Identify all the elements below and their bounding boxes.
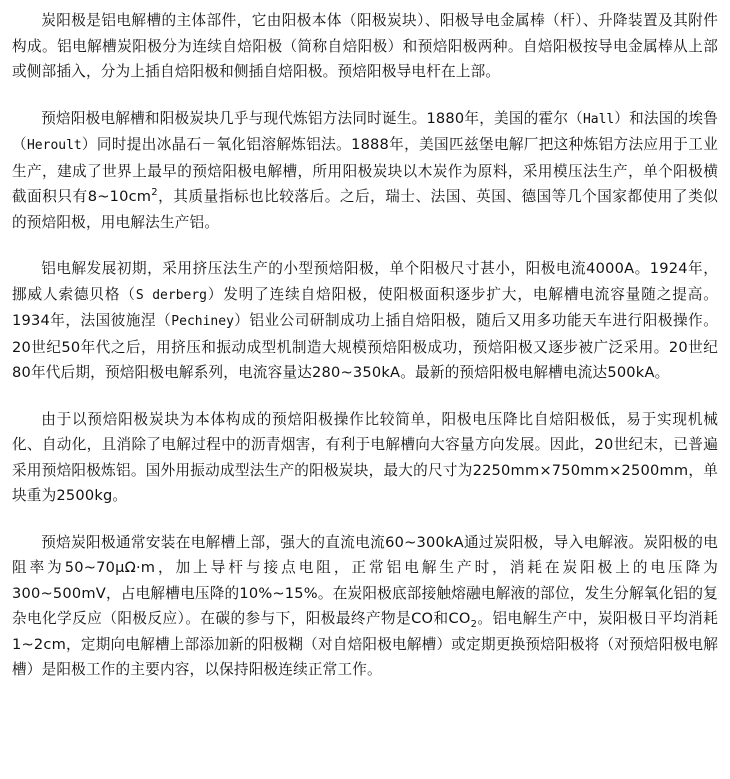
document-body: [12, 8, 718, 704]
text-run: ）发明了连续自焙阳极，使阳极面积逐步扩大，电解槽电流容量随之提高。1934年，法国彼施涅（: [12, 285, 718, 329]
text-run: ）铝业公司研制成功上插自焙阳极，随后又用多功能天车进行阳极操作。20世纪50年代之后，用挤压和振动成型机制造大规模预焙阳极成功，预焙阳极又逐步被广泛采用。20世纪80年代后期，预焙阳极电解系列，电流容量达280~350kA。最新的预焙阳极电解槽电流达500kA。: [12, 312, 718, 381]
name-heroult: Heroult: [26, 138, 82, 153]
text-run: 。铝电解生产中，炭阳极日平均消耗1~2cm，定期向电解槽上部添加新的阳极糊（对自焙阳极电解槽）或定期更换预焙阳极将（对预焙阳极电解槽）是阳极工作的主要内容，以保持阳极连续正常工作。: [12, 610, 718, 678]
text-run: ）同时提出冰晶石－氧化铝溶解炼铝法。1888年，美国匹兹堡电解厂把这种炼铝方法应用于工业生产，建成了世界上最早的预焙阳极电解槽，所用阳极炭块以木炭作为原料，采用模压法生产，单个阳极横截面积只有8~10cm: [12, 136, 719, 205]
subscript-2: 2: [470, 618, 478, 630]
superscript-2: 2: [151, 187, 158, 199]
text-run: 炭阳极是铝电解槽的主体部件，它由阳极本体（阳极炭块）、阳极导电金属棒（杆）、升降装置及其附件构成。铝电解槽炭阳极分为连续自焙阳极（简称自焙阳极）和预焙阳极两种。自焙阳极按导电金属棒从上部或侧部插入，分为上插自焙阳极和侧插自焙阳极。预焙阳极导电杆在上部。: [12, 12, 718, 80]
paragraph-anode-operation: [12, 530, 718, 683]
name-soderberg: S derberg: [135, 287, 208, 303]
text-run: ，其质量指标也比较落后。之后，瑞士、法国、英国、德国等几个国家都使用了类似的预焙阳极，用电解法生产铝。: [12, 188, 718, 231]
paragraph-early-development: [12, 256, 718, 386]
paragraph-anode-overview: [12, 8, 718, 85]
text-run: 由于以预焙阳极炭块为本体构成的预焙阳极操作比较简单，阳极电压降比自焙阳极低，易于实现机械化、自动化，且消除了电解过程中的沥青烟害，有利于电解槽向大容量方向发展。因此，20世纪末，已普遍采用预焙阳极炼铝。国外用振动成型法生产的阳极炭块，最大的尺寸为2250mm×750mm×2500mm，单块重为2500kg。: [12, 410, 718, 504]
text-run: 铝电解发展初期，采用挤压法生产的小型预焙阳极，单个阳极尺寸甚小，阳极电流4000A。1924年，挪威人索德贝格（: [12, 260, 718, 303]
name-hall: Hall: [582, 111, 615, 127]
text-run: ）和法国的埃鲁（: [12, 109, 718, 153]
name-pechiney: Pechiney: [171, 314, 234, 329]
text-run: 预焙炭阳极通常安装在电解槽上部，强大的直流电流60~300kA通过炭阳极，导入电解液。炭阳极的电阻率为50~70μΩ·m，加上导杆与接点电阻，正常铝电解生产时，消耗在炭阳极上的电压降为300~500mV，占电解槽电压降的10%~15%。在炭阳极底部接触熔融电解液的部位，发生分解氧化铝的复杂电化学反应（阳极反应）。在碳的参与下，阳极最终产物是CO和CO: [12, 533, 718, 627]
text-run: 预焙阳极电解槽和阳极炭块几乎与现代炼铝方法同时诞生。1880年，美国的霍尔（: [41, 109, 583, 127]
paragraph-prebaked-history: [12, 106, 718, 236]
paragraph-prebaked-advantages: [12, 407, 718, 509]
